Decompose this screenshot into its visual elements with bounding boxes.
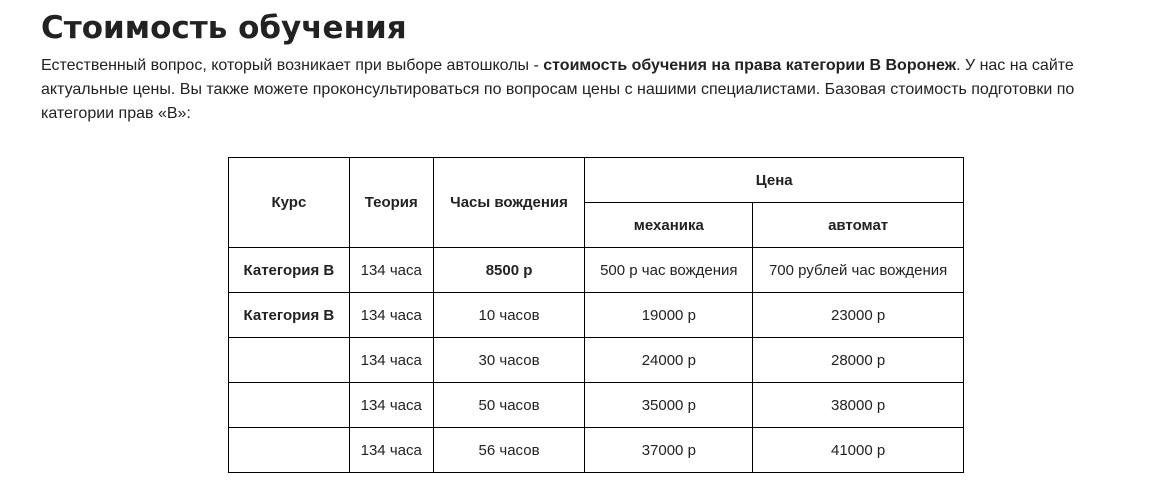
cell-manual-price: 19000 р (585, 293, 753, 338)
cell-theory: 134 часа (349, 248, 433, 293)
header-course: Курс (229, 158, 350, 248)
cell-automatic-price: 38000 р (753, 383, 964, 428)
cell-course: Категория В (229, 248, 350, 293)
table-row (229, 293, 964, 338)
cell-driving: 56 часов (433, 428, 585, 473)
intro-text-start: Естественный вопрос, который возникает при выборе автошколы - (41, 57, 544, 74)
price-table (228, 157, 964, 473)
cell-course (229, 383, 350, 428)
table-row (229, 338, 964, 383)
table-row (229, 248, 964, 293)
cell-course: Категория В (229, 293, 350, 338)
cell-theory: 134 часа (349, 428, 433, 473)
cell-automatic-price: 23000 р (753, 293, 964, 338)
cell-automatic-price: 700 рублей час вождения (753, 248, 964, 293)
header-manual: механика (585, 203, 753, 248)
header-theory: Теория (349, 158, 433, 248)
header-automatic: автомат (753, 203, 964, 248)
cell-course (229, 428, 350, 473)
cell-automatic-price: 41000 р (753, 428, 964, 473)
cell-theory: 134 часа (349, 293, 433, 338)
cell-manual-price: 500 р час вождения (585, 248, 753, 293)
header-driving-hours: Часы вождения (433, 158, 585, 248)
intro-text-bold: стоимость обучения на права категории В Воронеж (543, 57, 957, 74)
cell-driving: 8500 р (433, 248, 585, 293)
cell-driving: 10 часов (433, 293, 585, 338)
cell-automatic-price: 28000 р (753, 338, 964, 383)
cell-manual-price: 35000 р (585, 383, 753, 428)
cell-theory: 134 часа (349, 338, 433, 383)
header-price: Цена (585, 158, 964, 203)
intro-text-end: . У нас на сайте актуальные цены. Вы также можете проконсультироваться по вопросам цены с нашими специалистами. Базовая стоимость подготовки по категории прав «В»: (41, 57, 1075, 122)
table-row (229, 383, 964, 428)
table-row (229, 428, 964, 473)
page-title: Стоимость обучения (41, 10, 407, 46)
cell-manual-price: 24000 р (585, 338, 753, 383)
cell-driving: 30 часов (433, 338, 585, 383)
intro-paragraph (41, 54, 1131, 126)
cell-driving: 50 часов (433, 383, 585, 428)
cell-manual-price: 37000 р (585, 428, 753, 473)
cell-course (229, 338, 350, 383)
cell-theory: 134 часа (349, 383, 433, 428)
